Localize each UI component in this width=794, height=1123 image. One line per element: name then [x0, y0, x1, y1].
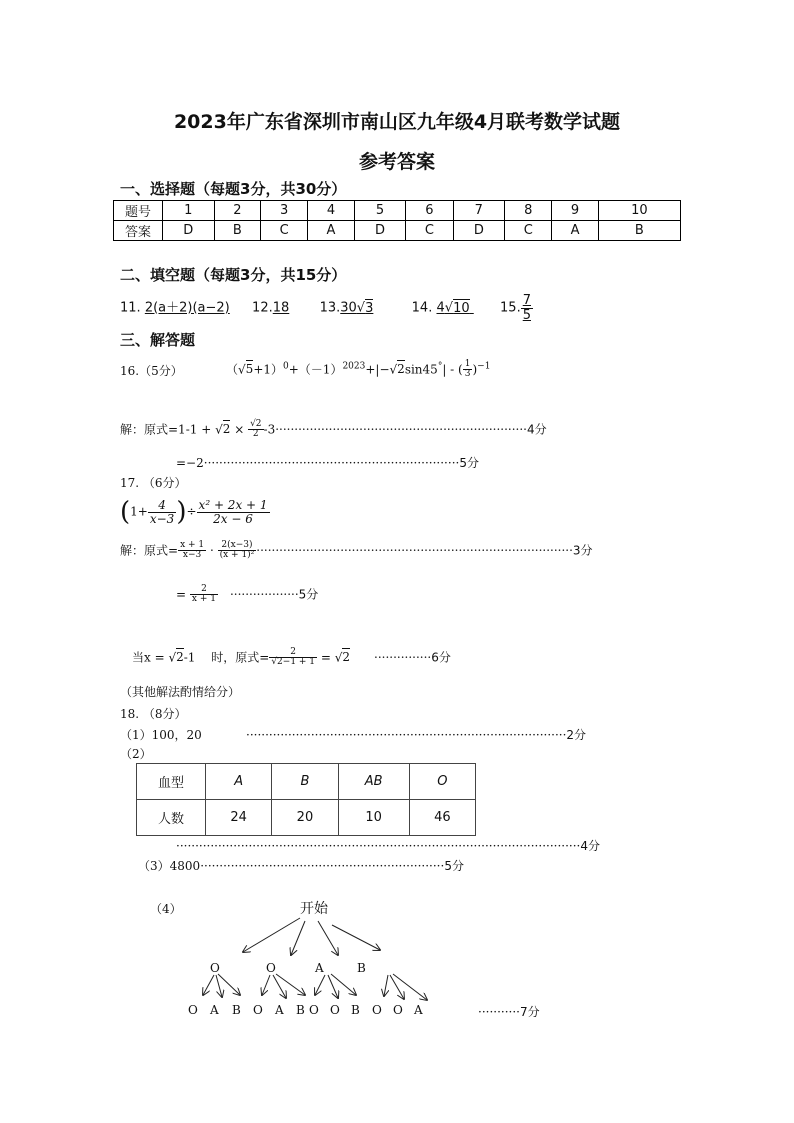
table-cell: 答案: [114, 221, 163, 241]
tree-node-l2: A: [275, 1003, 284, 1017]
tree-arrow: [332, 925, 380, 950]
table-cell: 5: [354, 201, 406, 221]
q15-label: 15.: [500, 300, 521, 316]
tree-arrow: [262, 975, 270, 995]
tree-arrow: [331, 974, 356, 995]
table-cell: O: [409, 764, 475, 800]
table-cell: 1: [163, 201, 215, 221]
q18-part2-label: （2）: [120, 747, 152, 761]
table-cell: C: [261, 221, 308, 241]
table-cell: D: [354, 221, 406, 241]
q13-label: 13.: [319, 300, 341, 316]
tree-node-l2: O: [309, 1003, 319, 1017]
q13-coef: 30: [340, 300, 357, 316]
q12-answer: 18: [272, 300, 290, 316]
tree-node-l2: O: [372, 1003, 382, 1017]
table-cell: 8: [505, 201, 552, 221]
tree-node-l2: O: [393, 1003, 403, 1017]
q17-label: 17. （6分）: [120, 476, 187, 490]
q16-label: 16.（5分）: [120, 364, 183, 378]
tree-root: 开始: [300, 901, 328, 917]
table-cell: B: [272, 764, 338, 800]
tree-node-l2: A: [210, 1003, 219, 1017]
table-cell: 6: [406, 201, 453, 221]
tree-arrow: [393, 974, 427, 1000]
tree-node-l2: O: [253, 1003, 263, 1017]
q16-solution-line2: =−2···································································5分: [176, 456, 479, 470]
q14-label: 14.: [411, 300, 433, 316]
table-cell: 3: [261, 201, 308, 221]
table-cell: 血型: [137, 764, 206, 800]
q17-solution-line2: = $\frac{2}{x + 1}$ ··················5分: [176, 584, 319, 605]
table-cell: 10: [338, 800, 409, 836]
table-cell: A: [552, 221, 598, 241]
tree-arrow: [218, 974, 240, 995]
table-cell: A: [206, 764, 272, 800]
table-cell: B: [598, 221, 680, 241]
q18-part2-dots: ··········································································································4分: [176, 839, 600, 853]
table-cell: 7: [453, 201, 505, 221]
q18-label: 18. （8分）: [120, 707, 187, 721]
q18-part4-dots: ···········7分: [478, 1005, 540, 1019]
table-cell: A: [308, 221, 354, 241]
q11-answer: 2(a＋2)(a−2): [144, 300, 230, 316]
tree-node-l2: B: [351, 1003, 360, 1017]
q11-label: 11.: [120, 300, 141, 316]
q18-part3: （3）4800································································5分: [138, 859, 464, 873]
tree-node-l2: B: [296, 1003, 305, 1017]
table-cell: D: [453, 221, 505, 241]
tree-arrow: [203, 975, 214, 995]
q17-expression: (1+ $\frac{4}{x-3}$ )÷ $\frac{\text{x² + 2x + 1}}{2x - 6}$: [120, 497, 268, 527]
q18-part1: （1）100，20: [120, 728, 202, 742]
section3-heading: 三、解答题: [120, 331, 196, 349]
table-cell: 9: [552, 201, 598, 221]
table-cell: 46: [409, 800, 475, 836]
q17-note: （其他解法酌情给分）: [120, 685, 241, 699]
tree-arrow: [384, 975, 388, 996]
tree-arrow: [243, 918, 300, 952]
tree-arrow: [273, 975, 286, 998]
table-cell: B: [214, 221, 260, 241]
fill-answers: 11. 2(a＋2)(a−2) 12.18 13.30√3 14. 4√10 15. $\frac{7}{5}$: [120, 293, 531, 323]
tree-arrow: [315, 975, 325, 995]
q14-radicand: 10: [453, 300, 470, 316]
tree-node-l2: O: [330, 1003, 340, 1017]
tree-node-l1: O: [266, 961, 276, 975]
table-cell: 人数: [137, 800, 206, 836]
q18-part1-dots: ····················································································2分: [246, 728, 587, 742]
tree-node-l1: O: [210, 961, 220, 975]
tree-arrow: [291, 921, 305, 955]
table-cell: 4: [308, 201, 354, 221]
table-cell: C: [505, 221, 552, 241]
tree-node-l1: A: [315, 961, 324, 975]
tree-node-l1: B: [357, 961, 366, 975]
table-cell: D: [163, 221, 215, 241]
table-cell: AB: [338, 764, 409, 800]
table-cell: 20: [272, 800, 338, 836]
q15-fraction: $\frac{7}{5}$: [522, 293, 531, 323]
table-cell: 2: [214, 201, 260, 221]
table-cell: 24: [206, 800, 272, 836]
q17-solution-line1: 解：原式= $\frac{x + 1}{x-3}$ · $\frac{2(x-3)}{\text{(x + 1)²}}$ ···················································································3分: [120, 540, 593, 561]
section2-heading: 二、填空题（每题3分，共15分）: [120, 266, 347, 284]
tree-arrow: [390, 975, 404, 999]
tree-node-l2: O: [188, 1003, 198, 1017]
table-cell: 题号: [114, 201, 163, 221]
q18-part4-label: （4）: [150, 902, 182, 916]
tree-arrow: [276, 974, 305, 995]
q17-solution-line3: 当x = √2-1 时，原式= $\frac{2}{√2-1 + 1}$ = √2 ···············6分: [132, 647, 451, 668]
table-cell: C: [406, 221, 453, 241]
q13-radicand: 3: [365, 300, 374, 316]
page-subtitle: 参考答案: [358, 151, 435, 173]
page-title: 2023年广东省深圳市南山区九年级4月联考数学试题: [173, 111, 621, 133]
tree-arrow: [216, 975, 222, 997]
q16-expression: $(√5+1)^0+(-1)^{2023}+|-√2\sin 45^\circ|$ - ( $\frac{1}{3}$ )$^{-1}$: [226, 359, 491, 380]
section1-heading: 一、选择题（每题3分，共30分）: [120, 180, 347, 198]
tree-node-l2: A: [414, 1003, 423, 1017]
q12-label: 12.: [252, 300, 273, 316]
table-cell: 10: [598, 201, 680, 221]
q14-coef: 4: [436, 300, 445, 316]
tree-node-l2: B: [232, 1003, 241, 1017]
q16-solution-line1: 解：原式=1-1 + √2 × $\frac{√2}{2}$ -3··································································4分: [120, 419, 547, 440]
